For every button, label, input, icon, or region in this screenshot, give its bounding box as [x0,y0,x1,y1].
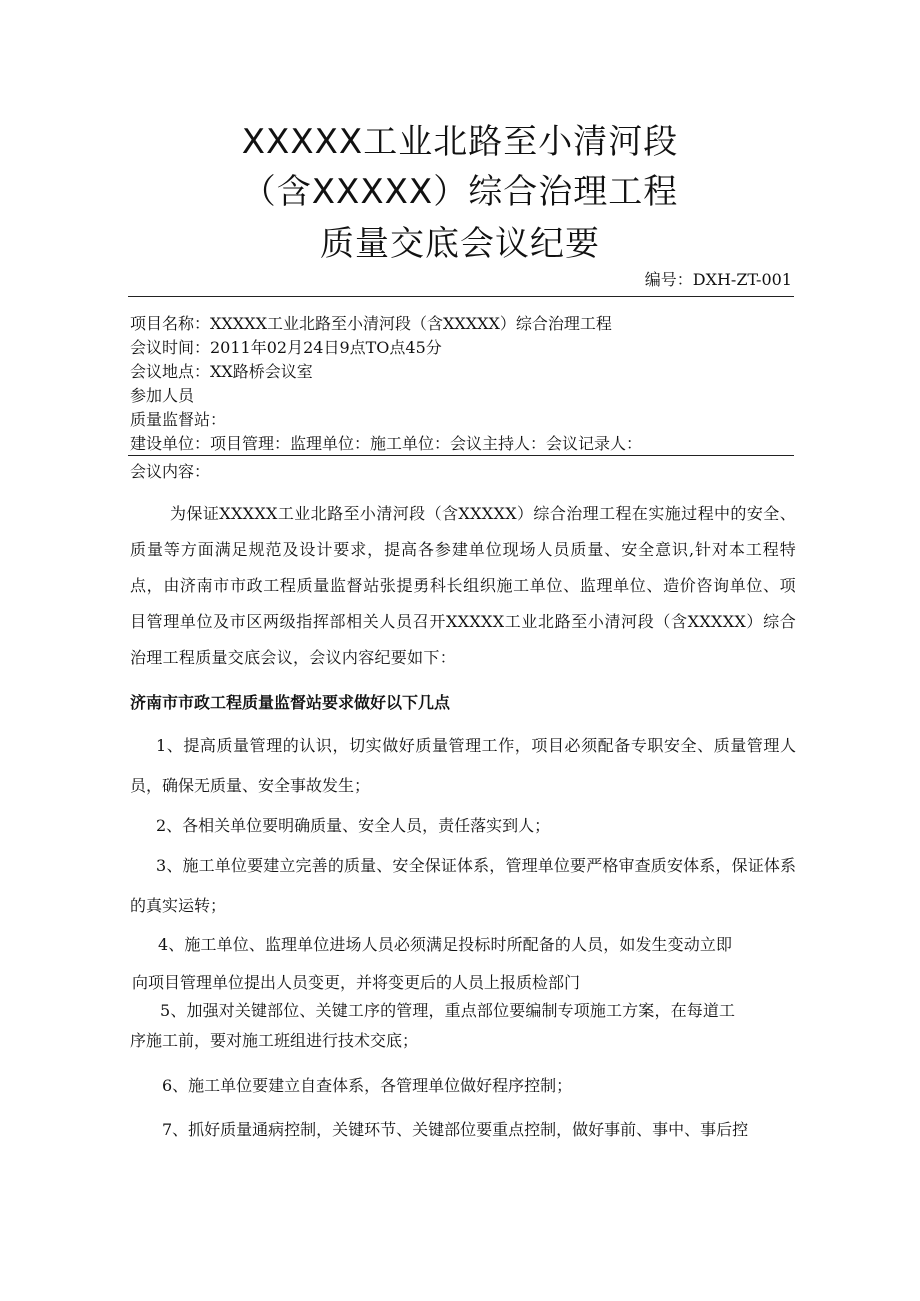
title-line-1: XXXXX工业北路至小清河段 [241,122,679,162]
intro-paragraph: 为保证XXXXX工业北路至小清河段（含XXXXX）综合治理工程在实施过程中的安全、质量等方面满足规范及设计要求，提高各参建单位现场人员质量、安全意识,针对本工程特点，由济南市市政工程质量监督站张提勇科长组织施工单位、监理单位、造价咨询单位、项目管理单位及市区两级指挥部相关人员召开XXXXX工业北路至小清河段（含XXXXX）综合治理工程质量交底会议，会议内容纪要如下： [130,504,796,667]
point-6: 6、施工单位要建立自查体系，各管理单位做好程序控制； [162,1076,573,1095]
point-5: 5、加强对关键部位、关键工序的管理，重点部位要编制专项施工方案，在每道工序施工前，要对施工班组进行技术交底； [130,1001,735,1050]
point-7: 7、抓好质量通病控制，关键环节、关键部位要重点控制，做好事前、事中、事后控 [162,1120,749,1139]
point-2: 2、各相关单位要明确质量、安全人员，责任落实到人； [156,816,551,835]
meeting-time: 会议时间：2011年02月24日9点TO点45分 [130,338,442,357]
units-line: 建设单位：项目管理：监理单位：施工单位：会议主持人：会议记录人： [130,434,643,453]
project-name: 项目名称：XXXXX工业北路至小清河段（含XXXXX）综合治理工程 [130,314,612,333]
title-line-2: （含XXXXX）综合治理工程 [241,172,679,212]
meeting-place: 会议地点：XX路桥会议室 [130,362,313,381]
title-line-3: 质量交底会议纪要 [320,224,600,264]
point-3: 3、施工单位要建立完善的质量、安全保证体系，管理单位要严格审查质安体系，保证体系的真实运转； [130,856,796,915]
top-rule [128,296,794,297]
content-label: 会议内容： [130,462,211,481]
section-heading: 济南市市政工程质量监督站要求做好以下几点 [130,693,451,712]
point-1: 1、提高质量管理的认识，切实做好质量管理工作，项目必须配备专职安全、质量管理人员，确保无质量、安全事故发生； [130,736,796,795]
attendees-label: 参加人员 [130,386,195,405]
point-4: 4、施工单位、监理单位进场人员必须满足投标时所配备的人员，如发生变动立即向项目管理单位提出人员变更，并将变更后的人员上报质检部门 [132,935,732,992]
middle-rule [128,455,794,456]
quality-station-label: 质量监督站： [130,410,227,429]
document-number: 编号：DXH-ZT-001 [644,270,792,289]
